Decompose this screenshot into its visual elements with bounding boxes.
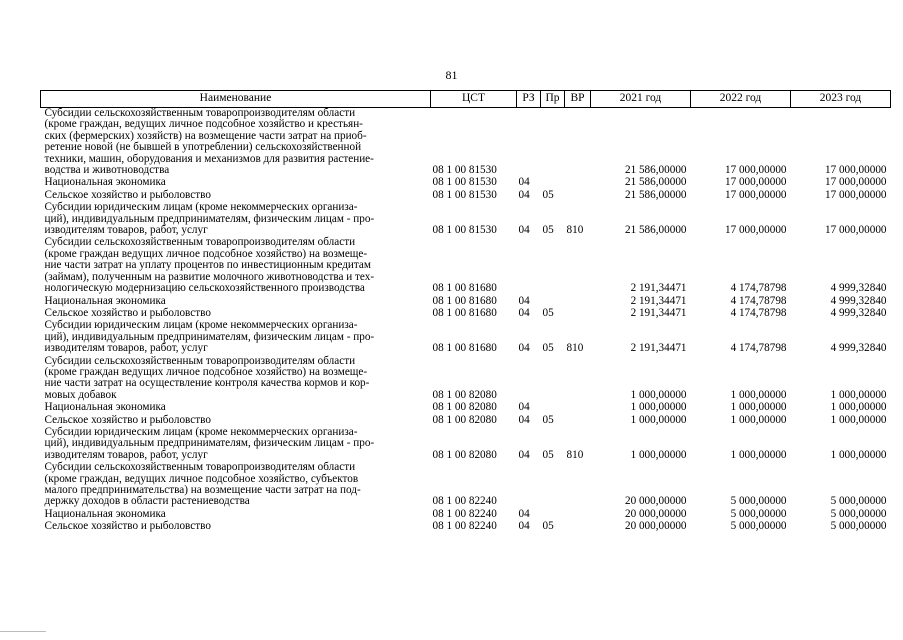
row-value-2022: 4 174,78798 [730, 306, 787, 319]
scan-edge-mark [0, 631, 46, 632]
row-name: Субсидии сельскохозяйственным товаропроизводителям области (кроме граждан ведущих личное подсобное хозяйство) на возмеще- ние части затрат на осуществление контроля качества кормов и кор- мовых добавок [44, 354, 370, 401]
row-cst: 08 1 00 81680 [432, 294, 497, 307]
row-value-2022: 4 174,78798 [730, 342, 787, 355]
row-cst: 08 1 00 82240 [432, 495, 497, 508]
table-row [41, 521, 891, 533]
row-vr: 810 [566, 342, 584, 355]
header-rz: РЗ [517, 91, 541, 108]
row-vr [565, 462, 591, 509]
row-cst: 08 1 00 82240 [432, 507, 497, 520]
row-value-2021: 2 191,34471 [630, 306, 687, 319]
table-row [41, 202, 891, 237]
row-pr: 05 [542, 520, 554, 533]
row-name: Сельское хозяйство и рыболовство [44, 306, 211, 319]
row-pr: 05 [542, 413, 554, 426]
row-value-2023: 17 000,00000 [824, 188, 887, 201]
row-vr [565, 402, 591, 414]
row-vr [565, 509, 591, 521]
row-name: Национальная экономика [44, 176, 166, 189]
row-value-2021: 2 191,34471 [630, 342, 687, 355]
row-value-2021: 1 000,00000 [630, 401, 687, 414]
row-name: Субсидии сельскохозяйственным товаропроизводителям области (кроме граждан, ведущих личное подсобное хозяйство и крестьян- ских (фермерских) хозяйств) на возмещение части затрат на приоб- ретение новой (не бывшей в употреблении) сельскохозяйственной техники, машин, оборудования и механизмов для развития растение- водства и животноводства [44, 107, 374, 177]
row-name: Сельское хозяйство и рыболовство [44, 520, 211, 533]
row-value-2023: 4 999,32840 [830, 294, 887, 307]
row-value-2023: 4 999,32840 [830, 306, 887, 319]
row-value-2022: 17 000,00000 [724, 176, 787, 189]
row-cst: 08 1 00 82080 [432, 401, 497, 414]
row-value-2021: 20 000,00000 [624, 520, 687, 533]
row-value-2023: 5 000,00000 [830, 507, 887, 520]
row-rz: 04 [518, 224, 530, 237]
table-row [41, 402, 891, 414]
row-name: Сельское хозяйство и рыболовство [44, 413, 211, 426]
row-value-2021: 20 000,00000 [624, 495, 687, 508]
row-rz: 04 [518, 413, 530, 426]
row-value-2021: 2 191,34471 [630, 282, 687, 295]
row-value-2023: 4 999,32840 [830, 282, 887, 295]
row-name: Сельское хозяйство и рыболовство [44, 188, 211, 201]
row-pr [541, 237, 565, 295]
row-value-2022: 1 000,00000 [730, 401, 787, 414]
row-pr: 05 [542, 188, 554, 201]
row-value-2022: 1 000,00000 [730, 448, 787, 461]
table-header-row [41, 91, 891, 108]
header-cst: ЦСТ [431, 91, 517, 108]
row-vr: 810 [566, 448, 584, 461]
row-value-2021: 21 586,00000 [624, 176, 687, 189]
row-vr [565, 177, 591, 189]
page-number: 81 [445, 68, 458, 82]
row-value-2022: 5 000,00000 [730, 507, 787, 520]
row-pr [541, 177, 565, 189]
row-pr: 05 [542, 224, 554, 237]
row-name: Субсидии юридическим лицам (кроме некоммерческих организа- ций), индивидуальным предпринимателям, физическим лицам - про- изводителям товаров, работ, услуг [44, 425, 375, 461]
row-vr: 810 [566, 224, 584, 237]
row-name: Субсидии юридическим лицам (кроме некоммерческих организа- ций), индивидуальным предпринимателям, физическим лицам - про- изводителям товаров, работ, услуг [44, 201, 375, 237]
table-row [41, 108, 891, 178]
row-cst: 08 1 00 81680 [432, 306, 497, 319]
row-value-2022: 5 000,00000 [730, 520, 787, 533]
row-cst: 08 1 00 81680 [432, 282, 497, 295]
row-value-2023: 1 000,00000 [830, 413, 887, 426]
row-name: Национальная экономика [44, 294, 166, 307]
budget-table [40, 90, 891, 534]
row-value-2023: 17 000,00000 [824, 164, 887, 177]
table-row [41, 462, 891, 509]
row-pr: 05 [542, 448, 554, 461]
header-2021: 2021 год [591, 91, 691, 108]
row-rz: 04 [518, 448, 530, 461]
row-rz [517, 237, 541, 295]
row-value-2023: 1 000,00000 [830, 401, 887, 414]
row-value-2022: 17 000,00000 [724, 188, 787, 201]
row-name: Субсидии юридическим лицам (кроме некоммерческих организа- ций), индивидуальным предпринимателям, физическим лицам - про- изводителям товаров, работ, услуг [44, 319, 375, 355]
row-cst: 08 1 00 82240 [432, 520, 497, 533]
row-cst: 08 1 00 82080 [432, 448, 497, 461]
row-pr [541, 108, 565, 178]
row-value-2022: 5 000,00000 [730, 495, 787, 508]
row-rz: 04 [518, 342, 530, 355]
row-value-2023: 4 999,32840 [830, 342, 887, 355]
row-value-2023: 5 000,00000 [830, 495, 887, 508]
row-rz [517, 108, 541, 178]
header-pr: Пр [541, 91, 565, 108]
row-rz [517, 462, 541, 509]
header-vr: ВР [565, 91, 591, 108]
row-value-2023: 1 000,00000 [830, 448, 887, 461]
row-rz: 04 [518, 520, 530, 533]
row-cst: 08 1 00 81680 [432, 342, 497, 355]
header-name: Наименование [41, 91, 431, 108]
row-value-2021: 21 586,00000 [624, 188, 687, 201]
row-name: Субсидии сельскохозяйственным товаропроизводителям области (кроме граждан ведущих личное подсобное хозяйство) на возмеще- ние части затрат на уплату процентов по инвестиционным кредитам (займам), полученным на развитие молочного животноводства и тех- нологическую модернизацию сельскохозяйственного производства [44, 236, 375, 295]
row-name: Национальная экономика [44, 507, 166, 520]
row-rz: 04 [518, 507, 530, 520]
table-row [41, 427, 891, 462]
row-value-2023: 5 000,00000 [830, 520, 887, 533]
row-rz: 04 [518, 188, 530, 201]
row-cst: 08 1 00 82080 [432, 388, 497, 401]
row-vr [565, 190, 591, 202]
row-cst: 08 1 00 81530 [432, 224, 497, 237]
row-vr [565, 356, 591, 403]
row-value-2022: 17 000,00000 [724, 164, 787, 177]
table-row [41, 320, 891, 355]
row-name: Национальная экономика [44, 401, 166, 414]
row-value-2023: 17 000,00000 [824, 176, 887, 189]
row-value-2022: 17 000,00000 [724, 224, 787, 237]
row-value-2021: 1 000,00000 [630, 388, 687, 401]
header-2023: 2023 год [791, 91, 891, 108]
header-2022: 2022 год [691, 91, 791, 108]
row-vr [565, 415, 591, 427]
row-value-2023: 1 000,00000 [830, 388, 887, 401]
row-value-2021: 1 000,00000 [630, 413, 687, 426]
row-value-2021: 20 000,00000 [624, 507, 687, 520]
row-value-2022: 4 174,78798 [730, 282, 787, 295]
row-rz: 04 [518, 294, 530, 307]
table-row [41, 177, 891, 189]
row-cst: 08 1 00 81530 [432, 176, 497, 189]
row-rz: 04 [518, 401, 530, 414]
row-cst: 08 1 00 81530 [432, 188, 497, 201]
row-value-2022: 4 174,78798 [730, 294, 787, 307]
row-pr [541, 356, 565, 403]
row-pr: 05 [542, 342, 554, 355]
row-pr [541, 462, 565, 509]
row-value-2023: 17 000,00000 [824, 224, 887, 237]
row-pr [541, 402, 565, 414]
row-rz [517, 356, 541, 403]
row-rz: 04 [518, 176, 530, 189]
row-name: Субсидии сельскохозяйственным товаропроизводителям области (кроме граждан, ведущих личное подсобное хозяйство, субъектов малого предпринимательства) на возмещение части затрат на под- держку доходов в области растениеводства [44, 461, 361, 508]
row-vr [565, 521, 591, 533]
row-rz: 04 [518, 306, 530, 319]
table-row [41, 356, 891, 403]
row-value-2021: 21 586,00000 [624, 224, 687, 237]
row-vr [565, 237, 591, 295]
row-vr [565, 308, 591, 320]
row-vr [565, 108, 591, 178]
row-pr: 05 [542, 306, 554, 319]
row-value-2021: 1 000,00000 [630, 448, 687, 461]
row-value-2021: 21 586,00000 [624, 164, 687, 177]
row-vr [565, 296, 591, 308]
table-body [41, 108, 891, 534]
row-cst: 08 1 00 81530 [432, 164, 497, 177]
row-value-2022: 1 000,00000 [730, 413, 787, 426]
table-row [41, 237, 891, 295]
row-value-2021: 2 191,34471 [630, 294, 687, 307]
row-value-2022: 1 000,00000 [730, 388, 787, 401]
row-cst: 08 1 00 82080 [432, 413, 497, 426]
